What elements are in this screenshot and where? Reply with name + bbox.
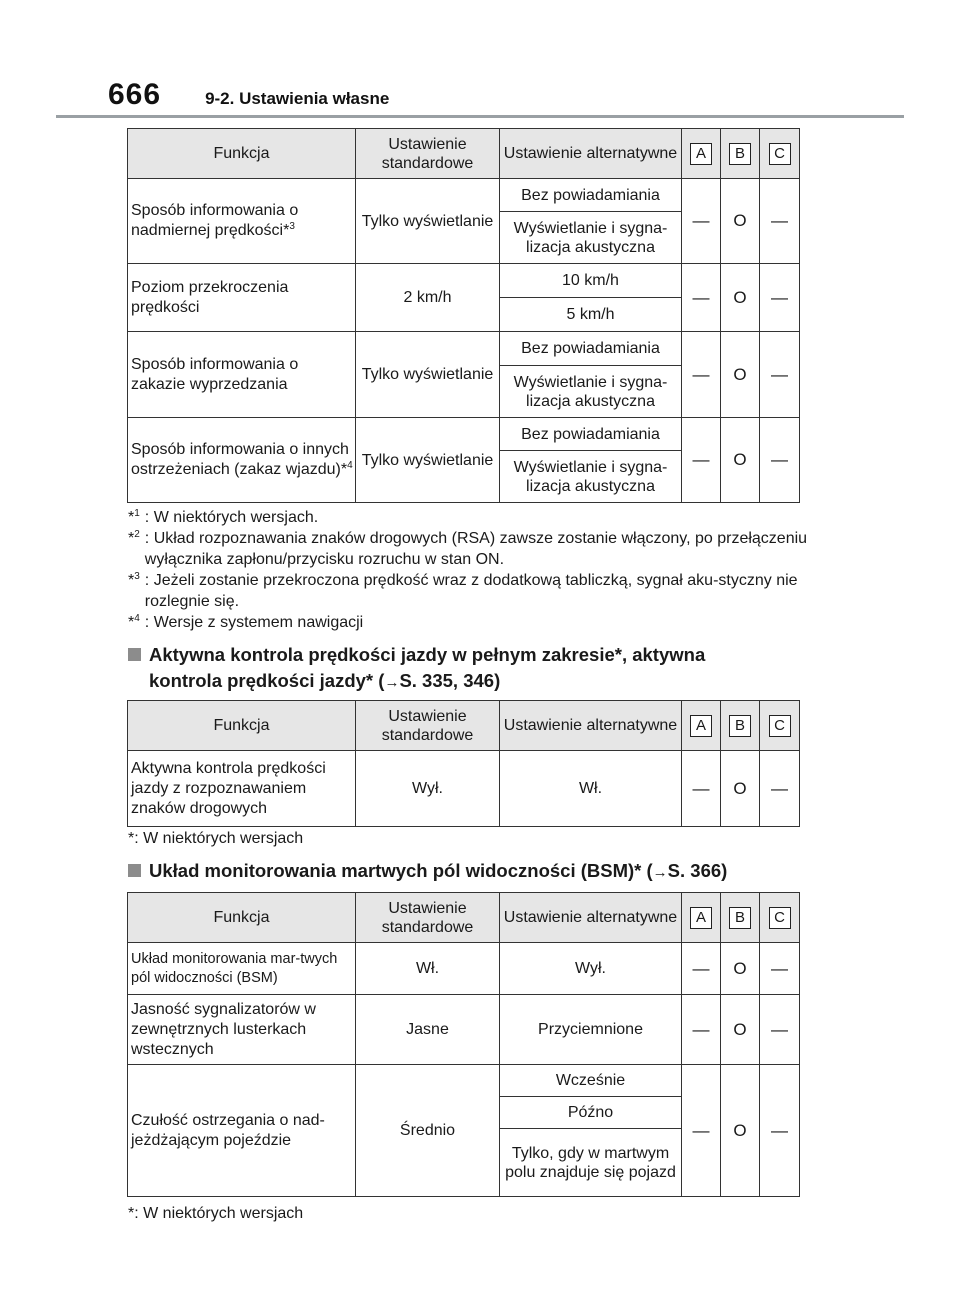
col-header-c bbox=[760, 701, 800, 751]
arrow-icon: → bbox=[652, 864, 668, 881]
footnote: *$^3$ : Jeżeli zostanie przekroczona prędkość wraz z dodatkową tabliczką, sygnał aku-styczny nie rozlegnie się. bbox=[128, 571, 798, 610]
col-header-b bbox=[721, 893, 760, 943]
header-rule bbox=[56, 115, 904, 118]
letter-b-badge: B bbox=[729, 143, 751, 165]
mark-b: O bbox=[721, 943, 760, 995]
square-bullet-icon bbox=[128, 864, 141, 877]
default-cell: Tylko wyświetlanie bbox=[356, 332, 500, 418]
mark-c: — bbox=[760, 751, 800, 827]
page-number: 666 bbox=[108, 78, 162, 111]
alt-cell: Wyświetlanie i sygna-lizacja akustyczna bbox=[500, 451, 682, 503]
default-cell: Wł. bbox=[356, 943, 500, 995]
arrow-icon: → bbox=[384, 674, 400, 691]
table-row bbox=[128, 995, 800, 1065]
table-row bbox=[128, 943, 800, 995]
page-header bbox=[108, 78, 389, 112]
footnote-bsm: *: W niektórych wersjach bbox=[128, 1205, 304, 1222]
default-cell: Średnio bbox=[356, 1065, 500, 1197]
letter-b-badge: B bbox=[729, 715, 751, 737]
footnote: *$^2$ : Układ rozpoznawania znaków drogowych (RSA) zawsze zostanie włączony, po przełączeniu wyłącznika zapłonu/przycisku rozruchu w stan ON. bbox=[128, 529, 808, 568]
letter-b-badge: B bbox=[729, 907, 751, 929]
mark-b: O bbox=[721, 751, 760, 827]
col-header-a bbox=[682, 893, 721, 943]
col-header-function: Funkcja bbox=[128, 893, 356, 943]
mark-b: O bbox=[721, 995, 760, 1065]
col-header-alternative: Ustawienie alternatywne bbox=[500, 129, 682, 179]
mark-b: O bbox=[721, 179, 760, 264]
table-row bbox=[128, 418, 800, 451]
alt-cell: Tylko, gdy w martwym polu znajduje się pojazd bbox=[500, 1129, 682, 1197]
section-heading-acc: Aktywna kontrola prędkości jazdy w pełnym zakresie*, aktywna kontrola prędkości jazdy* (→S. 335, 346) bbox=[128, 642, 705, 696]
default-cell: Tylko wyświetlanie bbox=[356, 418, 500, 503]
alt-cell: Wł. bbox=[500, 751, 682, 827]
table-row bbox=[128, 179, 800, 212]
col-header-default: Ustawienie standardowe bbox=[356, 129, 500, 179]
mark-c: — bbox=[760, 1065, 800, 1197]
section-title: 9-2. Ustawienia własne bbox=[205, 89, 390, 108]
mark-a: — bbox=[682, 418, 721, 503]
col-header-function: Funkcja bbox=[128, 701, 356, 751]
table-header-row bbox=[128, 893, 800, 943]
table-row bbox=[128, 332, 800, 366]
function-cell: Układ monitorowania mar-twych pól widoczności (BSM) bbox=[128, 943, 356, 995]
mark-a: — bbox=[682, 264, 721, 332]
letter-c-badge: C bbox=[769, 715, 791, 737]
alt-cell: Bez powiadamiania bbox=[500, 332, 682, 366]
table-row bbox=[128, 751, 800, 827]
mark-a: — bbox=[682, 943, 721, 995]
alt-cell: Wył. bbox=[500, 943, 682, 995]
alt-cell: Wyświetlanie i sygna-lizacja akustyczna bbox=[500, 366, 682, 418]
col-header-alternative: Ustawienie alternatywne bbox=[500, 893, 682, 943]
footnotes bbox=[128, 507, 808, 633]
alt-cell: 10 km/h bbox=[500, 264, 682, 298]
settings-table-acc bbox=[127, 700, 800, 827]
function-cell: Sposób informowania o nadmiernej prędkości*$^3$ bbox=[128, 179, 356, 264]
mark-a: — bbox=[682, 1065, 721, 1197]
letter-a-badge: A bbox=[690, 143, 712, 165]
alt-cell: 5 km/h bbox=[500, 298, 682, 332]
mark-a: — bbox=[682, 995, 721, 1065]
function-cell: Poziom przekroczenia prędkości bbox=[128, 264, 356, 332]
default-cell: Tylko wyświetlanie bbox=[356, 179, 500, 264]
mark-c: — bbox=[760, 264, 800, 332]
col-header-b bbox=[721, 701, 760, 751]
mark-c: — bbox=[760, 179, 800, 264]
col-header-alternative: Ustawienie alternatywne bbox=[500, 701, 682, 751]
table-header-row bbox=[128, 129, 800, 179]
letter-c-badge: C bbox=[769, 907, 791, 929]
default-cell: Jasne bbox=[356, 995, 500, 1065]
col-header-a bbox=[682, 701, 721, 751]
function-cell: Aktywna kontrola prędkości jazdy z rozpoznawaniem znaków drogowych bbox=[128, 751, 356, 827]
col-header-b bbox=[721, 129, 760, 179]
table-row bbox=[128, 264, 800, 298]
col-header-function: Funkcja bbox=[128, 129, 356, 179]
letter-a-badge: A bbox=[690, 907, 712, 929]
function-cell: Czułość ostrzegania o nad-jeżdżającym pojeździe bbox=[128, 1065, 356, 1197]
col-header-default: Ustawienie standardowe bbox=[356, 893, 500, 943]
mark-c: — bbox=[760, 418, 800, 503]
section-heading-bsm: Układ monitorowania martwych pól widoczności (BSM)* (→S. 366) bbox=[128, 858, 727, 886]
alt-cell: Bez powiadamiania bbox=[500, 179, 682, 212]
col-header-a bbox=[682, 129, 721, 179]
footnote: *$^4$ : Wersje z systemem nawigacji bbox=[128, 613, 364, 631]
alt-cell: Przyciemnione bbox=[500, 995, 682, 1065]
alt-cell: Późno bbox=[500, 1097, 682, 1129]
mark-b: O bbox=[721, 1065, 760, 1197]
mark-c: — bbox=[760, 943, 800, 995]
footnote: *$^1$ : W niektórych wersjach. bbox=[128, 508, 319, 526]
alt-cell: Bez powiadamiania bbox=[500, 418, 682, 451]
footnote-acc: *: W niektórych wersjach bbox=[128, 830, 304, 847]
function-cell: Sposób informowania o zakazie wyprzedzania bbox=[128, 332, 356, 418]
mark-b: O bbox=[721, 418, 760, 503]
letter-c-badge: C bbox=[769, 143, 791, 165]
function-cell: Sposób informowania o innych ostrzeżeniach (zakaz wjazdu)*$^4$ bbox=[128, 418, 356, 503]
default-cell: Wył. bbox=[356, 751, 500, 827]
mark-b: O bbox=[721, 264, 760, 332]
settings-table-bsm bbox=[127, 892, 800, 1197]
mark-c: — bbox=[760, 332, 800, 418]
mark-a: — bbox=[682, 751, 721, 827]
col-header-c bbox=[760, 893, 800, 943]
table-row bbox=[128, 1065, 800, 1097]
alt-cell: Wcześnie bbox=[500, 1065, 682, 1097]
default-cell: 2 km/h bbox=[356, 264, 500, 332]
mark-c: — bbox=[760, 995, 800, 1065]
col-header-default: Ustawienie standardowe bbox=[356, 701, 500, 751]
letter-a-badge: A bbox=[690, 715, 712, 737]
function-cell: Jasność sygnalizatorów w zewnętrznych lusterkach wstecznych bbox=[128, 995, 356, 1065]
mark-b: O bbox=[721, 332, 760, 418]
mark-a: — bbox=[682, 332, 721, 418]
col-header-c bbox=[760, 129, 800, 179]
mark-a: — bbox=[682, 179, 721, 264]
settings-table-rsa bbox=[127, 128, 800, 503]
alt-cell: Wyświetlanie i sygna-lizacja akustyczna bbox=[500, 212, 682, 264]
square-bullet-icon bbox=[128, 648, 141, 661]
table-header-row bbox=[128, 701, 800, 751]
